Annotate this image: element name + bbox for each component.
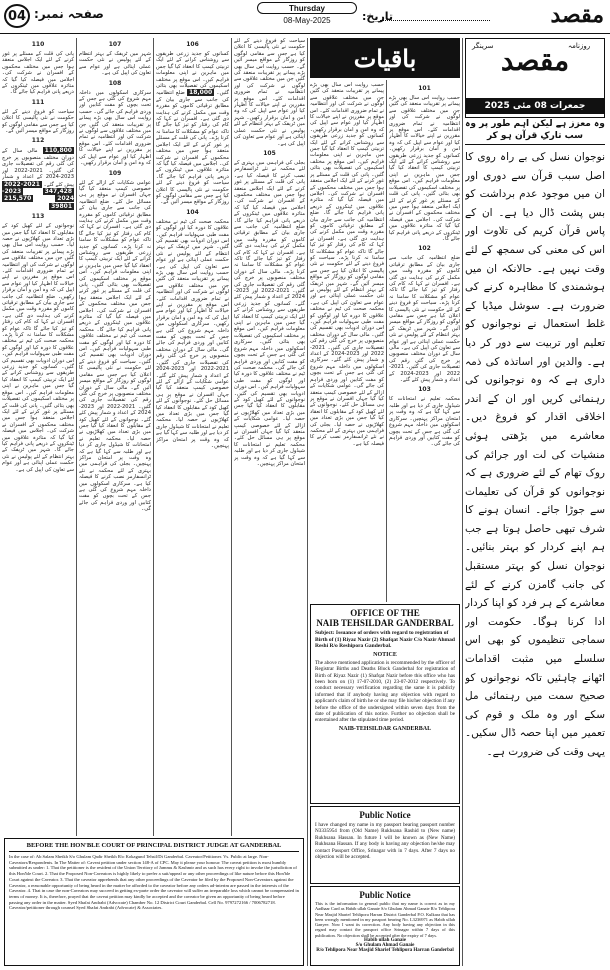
item-text: حسب روایت اس سال بھی بڑے پیمانے پر تقریبات منعقد کی گئیں جن میں مختلف علاقوں سے لوگوں نے شرکت کی اور انتظامیہ نے تمام ضروری اقدامات کئے۔ اس موقع پر مقررین نے اپنے خیالات کا اظہار کیا اور عوام سے اپیل کی کہ وہ امن و امان برقرار رکھیں۔ (389, 95, 460, 153)
notice-title: Public Notice (359, 890, 411, 900)
item-number: 101 (418, 85, 431, 92)
item-text: کسانوں کو جدید زرعی طریقوں سے روشناس کرانے کے لئے ایک تربیتی کیمپ کا انعقاد کیا گیا جس میں ماہرین نے اپنی معلومات فراہم کیں۔ اس موقع پر مختلف اسکیموں کی تفصیلات بھی بتائی گئیں۔ (310, 133, 384, 178)
item-text: نوجوانوں کے لئے کھیل کود کے مقابلوں کا انعقاد کیا گیا جس میں بڑی تعداد میں کھلاڑیوں نے حصہ لیا۔ (79, 416, 151, 442)
item-number: 106 (186, 41, 199, 48)
item-text: حسب روایت اس سال بھی بڑے پیمانے پر تقریبات منعقد کی گئیں جن میں مختلف علاقوں سے لوگوں نے شرکت کی اور انتظامیہ نے تمام ضروری اقدامات کئے۔ اس موقع پر مقررین نے اپنے خیالات کا اظہار کیا اور عوام سے اپیل کی کہ وہ امن و امان برقرار رکھیں۔ (2, 242, 74, 300)
item-text: حسب روایت اس سال بھی بڑے پیمانے پر تقریبات منعقد کی گئیں جن میں مختلف علاقوں سے لوگوں نے شرکت کی اور انتظامیہ نے تمام ضروری اقدامات کئے۔ اس موقع پر مقررین نے اپنے خیالات کا اظہار کیا اور عوام سے اپیل کی کہ وہ امن و امان برقرار رکھیں۔ (234, 63, 305, 121)
item-text: ضلع انتظامیہ کی جانب سے جاری بیان کے مطابق ترقیاتی کاموں کو مقررہ وقت میں مکمل کرنے کی ہدایت دی گئی ہے۔ افسران نے کہا کہ کام کی رفتار کو تیز کیا جائے گا تاکہ عوام کو مشکلات کا سامنا نہ کرنا پڑے۔ (79, 198, 151, 250)
item-number: 107 (108, 41, 122, 48)
item-text: ضلع انتظامیہ کی جانب سے جاری بیان کے مطابق ترقیاتی کاموں کو مقررہ وقت میں مکمل کرنے کی ہدایت دی گئی ہے۔ افسران نے کہا کہ کام کی رفتار کو تیز کیا جائے گا تاکہ عوام کو مشکلات کا سامنا نہ کرنا پڑے۔ (2, 293, 74, 339)
baqiyat-banner: باقیات (310, 38, 460, 78)
item-number: 104 (186, 208, 199, 216)
notice-office: NAIB TEHSILDAR GANDERBAL (316, 618, 454, 628)
court-caveat-notice (4, 838, 304, 966)
naib-tehsildar-notice (310, 604, 460, 804)
item-text: محکمہ صحت کی ٹیم نے مختلف علاقوں کا دورہ کیا اور لوگوں کو مفت طبی سہولیات فراہم کیں۔ اس دوران ادویات بھی تقسیم کی گئیں۔ (234, 364, 305, 397)
masthead-logo: مقصد (550, 2, 604, 28)
item-text: سرکاری اسکولوں میں داخلہ مہم شروع کی گئی ہے جس کے تحت بچوں کو مفت کتابیں اور وردی فراہم کی جائے گی۔ (156, 321, 229, 353)
item-text: مالی سال کے دوران مختلف منصوبوں پر خرچ کی گئی رقم کی تفصیلات جاری کی گئیں۔ 2021-2022 اور 2023-2024 کے اعداد و شمار پیش کئے گئے۔ (310, 331, 384, 364)
item-number: 113 (31, 213, 45, 221)
baqiyat-column-2 (389, 82, 460, 600)
page-number: 04 (4, 4, 30, 28)
item-text: کسانوں کو جدید زرعی طریقوں سے روشناس کرانے کے لئے ایک تربیتی کیمپ کا انعقاد کیا گیا جس میں ماہرین نے اپنی معلومات فراہم کیں۔ اس موقع پر مختلف اسکیموں کی تفصیلات بھی بتائی گئیں۔ (79, 243, 151, 288)
news-column-3 (156, 38, 229, 836)
item-text: سیاحت کو فروغ دینے کے لئے حکومت نے نئی پالیسی کا اعلان کیا ہے جس سے مقامی لوگوں کو روزگار کے مواقع میسر آئیں گے۔ (79, 358, 151, 391)
column-rule (231, 38, 232, 836)
item-text: مالی سال کے دوران مختلف منصوبوں پر خرچ کی گئی رقم کی تفصیلات جاری کی گئیں۔ 2021-2022 اور 2023-2024 کے اعداد و شمار پیش کئے گئے۔ (79, 384, 151, 423)
item-text: پانی کی قلت کے مسئلے پر غور کرنے کے لئے ایک اجلاس منعقد ہوا جس میں مختلف محکموں کے افسران نے شرکت کی۔ اجلاس میں فیصلہ کیا گیا کہ متاثرہ علاقوں میں ٹینکروں کے ذریعے پانی فراہم کیا جائے گا۔ (2, 402, 74, 454)
item-number: 105 (263, 149, 276, 157)
figure-year: 2021-2022 (4, 180, 40, 188)
public-notice-passport-correction (310, 886, 460, 966)
item-text: کسانوں کو جدید زرعی طریقوں سے روشناس کرانے کے لئے ایک تربیتی کیمپ کا انعقاد کیا گیا جس میں ماہرین نے اپنی معلومات فراہم کیں۔ اس موقع پر مختلف اسکیموں کی تفصیلات بھی بتائی گئیں۔ (234, 300, 305, 346)
notice-signature-parent: S/o Ghulam Ahmad Ganaie (355, 943, 415, 949)
item-text: سرکاری اسکولوں میں داخلہ مہم شروع کی گئی ہے جس کے تحت بچوں کو مفت کتابیں اور وردی فراہم کی جائے گی۔ (234, 339, 305, 371)
page-number-label: صفحہ نمبر: (34, 7, 104, 21)
item-text: سیاحت کو فروغ دینے کے لئے حکومت نے نئی پالیسی کا اعلان کیا ہے جس سے مقامی لوگوں کو روزگار کے مواقع میسر آئیں گے۔ (310, 254, 384, 287)
item-text: بجلی کی فراہمی میں بہتری کے لئے محکمہ نے نئے ٹرانسفارمر نصب کرنے کا فیصلہ کیا ہے۔ (310, 421, 384, 447)
item-text: نوجوانوں کے لئے کھیل کود کے مقابلوں کا انعقاد کیا گیا جس میں بڑی تعداد میں کھلاڑیوں نے حصہ لیا۔ (156, 398, 229, 424)
item-text: نوجوانوں کے لئے کھیل کود کے مقابلوں کا انعقاد کیا گیا جس میں بڑی تعداد میں کھلاڑیوں نے حصہ لیا۔ (234, 396, 305, 423)
item-number: 102 (418, 245, 431, 253)
item-text: حسب روایت اس سال بھی بڑے پیمانے پر تقریبات منعقد کی گئیں جن میں مختلف علاقوں سے لوگوں نے شرکت کی اور انتظامیہ نے تمام ضروری اقدامات کئے۔ اس موقع پر مقررین نے اپنے خیالات کا اظہار کیا اور عوام سے اپیل کی کہ وہ امن و امان برقرار رکھیں۔ (156, 270, 229, 328)
figure-value: 215,570 (4, 195, 32, 203)
public-notice-passport-name-change (310, 806, 460, 884)
notice-heading: NOTICE (373, 651, 397, 658)
item-text: ضلع انتظامیہ کی جانب سے جاری بیان کے مطابق ترقیاتی کاموں کو مقررہ وقت میں مکمل کرنے کی ہدایت دی گئی ہے۔ افسران نے کہا کہ کام کی رفتار کو تیز کیا جائے گا تاکہ عوام کو مشکلات کا سامنا نہ کرنا پڑے۔ (156, 90, 229, 142)
item-text: کسانوں کو جدید زرعی طریقوں سے روشناس کرانے کے لئے ایک تربیتی کیمپ کا انعقاد کیا گیا جس میں ماہرین نے اپنی معلومات فراہم کیں۔ اس موقع پر مختلف اسکیموں کی تفصیلات بھی بتائی گئیں۔ (156, 51, 229, 97)
item-text: سرکاری اسکولوں میں داخلہ مہم شروع کی گئی ہے جس کے تحت بچوں کو مفت کتابیں اور وردی فراہم کی جائے گی۔ (310, 357, 384, 390)
item-text: مالی سال کے دوران مختلف منصوبوں پر خرچ کی گئی رقم کی تفصیلات جاری کی گئیں۔ 2021-2022 اور 2023-2024 کے اعداد و شمار پیش کئے گئے۔ (234, 268, 305, 307)
court-title: BEFORE THE HON'BLE COURT OF PRINCIPAL DISTRICT JUDGE AT GANDERBAL (9, 842, 299, 852)
item-text: سرکاری اسکولوں میں داخلہ مہم شروع کی گئی ہے جس کے تحت بچوں کو مفت کتابیں اور وردی فراہم کی جائے گی۔ (79, 89, 151, 115)
item-text: محکمہ تعلیم نے امتحانات کا شیڈول جاری کر دیا ہے اور طلبہ سے کہا گیا ہے کہ وہ وقت پر امتحان مراکز پہنچیں۔ (156, 417, 229, 449)
item-text: پانی کی قلت کے مسئلے پر غور کرنے کے لئے ایک اجلاس منعقد ہوا جس میں مختلف محکموں کے افسران نے شرکت کی۔ اجلاس میں فیصلہ کیا گیا کہ متاثرہ علاقوں میں ٹینکروں کے ذریعے پانی فراہم کیا جائے گا۔ (2, 51, 74, 96)
item-text: سرکاری اسکولوں میں داخلہ مہم شروع کی گئی ہے جس کے تحت بچوں کو مفت کتابیں اور وردی فراہم کی جائے گی۔ (79, 480, 151, 513)
notice-body: The above mentioned application is recommended by the officer of Registrar Births and Deaths Block Ganderbal for registration of Birth of Riyaz Nazir (1) Shafqat Nazir before this office who has been born on (1) 17-07-2010, (2) 23-07-2012 respectively. To conduct necessary verification regarding the same it is publicly informed that if anybody having any objection with regard to applicant's claim of birth he or she may file his/her objection if any before the office of the undersigned within seven days from the date of publication of this notice. Further no objection shall be entertained after the stipulated time period. (315, 659, 455, 724)
news-column-1 (2, 38, 74, 836)
item-text: عوامی شکایات کے ازالے کے لئے خصوصی کیمپ منعقد کیا گیا جہاں افسران نے موقع پر ہی مسائل حل کئے۔ (234, 416, 305, 442)
item-text: حسب روایت اس سال بھی بڑے پیمانے پر تقریبات منعقد کی گئیں جن میں مختلف علاقوں سے لوگوں نے شرکت کی اور انتظامیہ نے تمام ضروری اقدامات کئے۔ اس موقع پر مقررین نے اپنے خیالات کا اظہار کیا اور عوام سے اپیل کی کہ وہ امن و امان برقرار رکھیں۔ (79, 108, 151, 167)
news-column-2 (79, 38, 151, 836)
item-text: محکمہ تعلیم نے امتحانات کا شیڈول جاری کر دیا ہے اور طلبہ سے کہا گیا ہے کہ وہ وقت پر امتحان مراکز پہنچیں۔ (79, 435, 151, 468)
notice-signature: NAIB-TEHSILDAR GANDERBAL (338, 725, 432, 732)
item-text: ضلع انتظامیہ کی جانب سے جاری بیان کے مطابق ترقیاتی کاموں کو مقررہ وقت میں مکمل کرنے کی ہدایت دی گئی ہے۔ افسران نے کہا کہ کام کی رفتار کو تیز کیا جائے گا تاکہ عوام کو مشکلات کا سامنا نہ کرنا پڑے۔ (234, 223, 305, 275)
item-text: شہر میں ٹریفک کے بہتر انتظام کے لئے پولیس نے نئی حکمت عملی اپنائی ہے اور عوام سے تعاون کی اپیل کی ہے۔ (156, 244, 229, 270)
notice-title: OFFICE OF THE (350, 608, 420, 618)
item-number: 103 (418, 386, 431, 394)
editorial-city: سرینگر (472, 42, 494, 50)
date-dotted-line (380, 20, 490, 21)
editorial-headline: وہ معزز ہے لیکن اہم طور پر وہ سب تارکِ قرآن ہو کر (465, 118, 605, 145)
item-text: شہر میں ٹریفک کے بہتر انتظام کے لئے پولیس نے نئی حکمت عملی اپنائی ہے اور عوام سے تعاون کی اپیل کی ہے۔ (79, 51, 151, 77)
item-text: سیاحت کو فروغ دینے کے لئے حکومت نے نئی پالیسی کا اعلان کیا ہے جس سے مقامی لوگوں کو روزگار کے مواقع میسر آئیں گے۔ (389, 300, 460, 332)
day-label: Thursday (257, 2, 357, 14)
news-column-4 (234, 38, 305, 836)
item-text: شہر میں ٹریفک کے بہتر انتظام کے لئے پولیس نے نئی حکمت عملی اپنائی ہے اور عوام سے تعاون کی اپیل کی ہے۔ (2, 447, 74, 473)
item-text: سیاحت کو فروغ دینے کے لئے حکومت نے نئی پالیسی کا اعلان کیا ہے جس سے مقامی لوگوں کو روزگار کے مواقع میسر آئیں گے۔ (156, 180, 229, 206)
item-number: 108 (108, 79, 122, 87)
item-text: پانی کی قلت کے مسئلے پر غور کرنے کے لئے ایک اجلاس منعقد ہوا جس میں مختلف محکموں کے افسران نے شرکت کی۔ اجلاس میں فیصلہ کیا گیا کہ متاثرہ علاقوں میں ٹینکروں کے ذریعے پانی فراہم کیا جائے گا۔ (389, 191, 460, 242)
editorial-body: نوجوان نسل کی بے راہ روی کا اصل سبب قرآن سے دوری اور ان میں موجود عدم برداشت کو بس پشت ڈال دیا ہے۔ ان کے پاس قرآن کریم کی تلاوت اور اس کی معنی کی سمجھ کے لئے وقت نہیں ہے۔ حالانکہ ان میں ہوشمندی کا مظاہرہ کرنے کی ضرورت ہے۔ سوشل میڈیا کے غلط استعمال نے نوجوانوں کو تعلیم اور تربیت سے دور کر دیا ہے۔ والدین اور اساتذہ کی ذمہ داری ہے کہ وہ نوجوانوں کی رہنمائی کریں اور ان کے اندر اخلاقی اقدار کو فروغ دیں۔ معاشرے میں بڑھتی ہوئی منشیات کی لت اور جرائم کی روک تھام کے لئے ضروری ہے کہ نوجوانوں کو قرآن کی تعلیمات سے جوڑا جائے۔ انسان ہونے کا شرف تبھی حاصل ہوتا ہے جب ہم اپنے کردار کو بہتر بنائیں۔ نوجوان نسل کو بہتر مستقبل کی جانب گامزن کرنے کے لئے معاشرے کے ہر فرد کو اپنا کردار ادا کرنا ہوگا۔ حکومت اور سماجی تنظیموں کو بھی اس سلسلے میں مثبت اقدامات اٹھانے چاہئیں تاکہ نوجوانوں کو صحیح سمت میں رہنمائی مل سکے اور وہ ملک و قوم کی تعمیر میں اپنا حصہ ڈال سکیں۔ یہی وقت کی ضرورت ہے۔ (465, 151, 605, 758)
figure-value: 110,800 (44, 147, 72, 155)
item-text: حسب روایت اس سال بھی بڑے پیمانے پر تقریبات منعقد کی گئیں جن میں مختلف علاقوں سے لوگوں نے شرکت کی اور انتظامیہ نے تمام ضروری اقدامات کئے۔ اس موقع پر مقررین نے اپنے خیالات کا اظہار کیا اور عوام سے اپیل کی کہ وہ امن و امان برقرار رکھیں۔ (310, 82, 384, 133)
item-text: پانی کی قلت کے مسئلے پر غور کرنے کے لئے ایک اجلاس منعقد ہوا جس میں مختلف محکموں کے افسران نے شرکت کی۔ اجلاس میں فیصلہ کیا گیا کہ متاثرہ علاقوں میں ٹینکروں کے ذریعے پانی فراہم کیا جائے گا۔ (310, 171, 384, 217)
item-text: شہر میں ٹریفک کے بہتر انتظام کے لئے پولیس نے نئی حکمت عملی اپنائی ہے اور عوام سے تعاون کی اپیل کی ہے۔ (234, 114, 305, 147)
notice-body: This is the information to general public that my name is correct as in my Aadhaar Card as Habib ullah Ganaie S/o Ghulam Ahmad Ganaie R/o Tehlipora Near Masjid Sharief Tehlipora Harran District Ganderbal P.O. Kulkara that has been wrongly mentioned in my passport bearing No. L3236971 as Habib ullah Ganyee. Now I want its correction. Any body having any objection in this regard may contact the passport office Srinagar within 7 days of this publication. No objection shall be accepted after the expiry of 7 days. (315, 901, 455, 938)
item-text: سیاحت کو فروغ دینے کے لئے حکومت نے نئی پالیسی کا اعلان کیا ہے جس سے مقامی لوگوں کو روزگار کے مواقع میسر آئیں گے۔ (234, 38, 305, 70)
column-rule (153, 38, 154, 836)
editorial-date: جمعرات 08 مئی 2025 (466, 98, 604, 114)
column-rule (307, 38, 308, 966)
column-rule (76, 38, 77, 836)
figure-year: 2023-2024 (2, 187, 74, 203)
item-number: 112 (31, 137, 45, 145)
item-text: شہر میں ٹریفک کے بہتر انتظام کے لئے پولیس نے نئی حکمت عملی اپنائی ہے اور عوام سے تعاون کی اپیل کی ہے۔ (310, 280, 384, 306)
item-number: 111 (31, 98, 45, 106)
notice-subject: Subject: Issuance of orders with regard to registration of Birth of (1) Riyaz Nazir (2) Shafqat Nazir C/o Nazir Ahmad Reshi R/o Reshipora Ganderbal. (315, 630, 455, 650)
notice-signature-name: Habib ullah Ganaie (364, 938, 406, 944)
tareekh-label: تاریخ: (362, 10, 394, 23)
item-number: 110 (31, 41, 45, 48)
baqiyat-column-1 (310, 82, 384, 600)
item-text: پانی کی قلت کے مسئلے پر غور کرنے کے لئے ایک اجلاس منعقد ہوا جس میں مختلف محکموں کے افسران نے شرکت کی۔ اجلاس میں فیصلہ کیا گیا کہ متاثرہ علاقوں میں ٹینکروں کے ذریعے پانی فراہم کیا جائے گا۔ (234, 179, 305, 224)
item-text: ضلع انتظامیہ کی جانب سے جاری بیان کے مطابق ترقیاتی کاموں کو مقررہ وقت میں مکمل کرنے کی ہدایت دی گئی ہے۔ افسران نے کہا کہ کام کی رفتار کو تیز کیا جائے گا تاکہ عوام کو مشکلات کا سامنا نہ کرنا پڑے۔ (389, 255, 460, 307)
item-text: شہر میں ٹریفک کے بہتر انتظام کے لئے پولیس نے نئی حکمت عملی اپنائی ہے اور عوام سے تعاون کی اپیل کی ہے۔ (389, 325, 460, 352)
item-text: پانی کی قلت کے مسئلے پر غور کرنے کے لئے ایک اجلاس منعقد ہوا جس میں مختلف محکموں کے افسران نے شرکت کی۔ اجلاس میں فیصلہ کیا گیا کہ متاثرہ علاقوں میں ٹینکروں کے ذریعے پانی فراہم کیا جائے گا۔ (79, 282, 151, 333)
notice-title: Public Notice (359, 810, 411, 820)
item-text: نوجوانوں کے لئے کھیل کود کے مقابلوں کا انعقاد کیا گیا جس میں بڑی تعداد میں کھلاڑیوں نے حصہ لیا۔ (2, 223, 74, 249)
editorial-roznama: روزنامہ (568, 42, 591, 50)
item-text: محکمہ صحت کی ٹیم نے مختلف علاقوں کا دورہ کیا اور لوگوں کو مفت طبی سہولیات فراہم کیں۔ اس دوران ادویات بھی تقسیم کی گئیں۔ (2, 338, 74, 371)
notice-body: I have changed my name in my passport bearing passport number N3335954 from (Old Name) Rukhsana Rashid to (New name) Rukhsana Hassan. In future I will be known as (New Name) Rukhsana Hassan. If any body is having any objection he/she may contact Passport Office, Srinagar with in 7 days. After 7 days no objection will be accepted. (315, 822, 455, 861)
figure-value: 39801 (51, 202, 72, 210)
item-number: 109 (108, 169, 122, 177)
item-text: محکمہ تعلیم نے امتحانات کا شیڈول جاری کر دیا ہے اور طلبہ سے کہا گیا ہے کہ وہ وقت پر امتحان مراکز پہنچیں۔ (389, 396, 460, 422)
item-text: محکمہ صحت کی ٹیم نے مختلف علاقوں کا دورہ کیا اور لوگوں کو مفت طبی سہولیات فراہم کیں۔ اس دوران ادویات بھی تقسیم کی گئیں۔ (79, 326, 151, 365)
item-text: ضلع انتظامیہ کی جانب سے جاری بیان کے مطابق ترقیاتی کاموں کو مقررہ وقت میں مکمل کرنے کی ہدایت دی گئی ہے۔ افسران نے کہا کہ کام کی رفتار کو تیز کیا جائے گا تاکہ عوام کو مشکلات کا سامنا نہ کرنا پڑے۔ (310, 210, 384, 261)
editorial-masthead-title: مقصد (500, 44, 570, 77)
item-text: پانی کی قلت کے مسئلے پر غور کرنے کے لئے ایک اجلاس منعقد ہوا جس میں مختلف محکموں کے افسران نے شرکت کی۔ اجلاس میں فیصلہ کیا گیا کہ متاثرہ علاقوں میں ٹینکروں کے ذریعے پانی فراہم کیا جائے گا۔ (156, 135, 229, 180)
item-text: عوامی شکایات کے ازالے کے لئے خصوصی کیمپ منعقد کیا گیا جہاں افسران نے موقع پر ہی مسائل حل کئے۔ (310, 383, 384, 409)
column-rule (386, 80, 387, 602)
item-text: مالی سال کے دوران مختلف منصوبوں پر خرچ کی گئی رقم کی تفصیلات جاری کی گئیں۔ 2021-2022 اور 2023-2024 کے اعداد و شمار پیش کئے گئے۔ (156, 346, 229, 379)
item-text: محکمہ صحت کی ٹیم نے مختلف علاقوں کا دورہ کیا اور لوگوں کو مفت طبی سہولیات فراہم کیں۔ اس دوران ادویات بھی تقسیم کی گئیں۔ (156, 218, 229, 251)
figure-value: 347,428 (44, 187, 72, 195)
item-text: کسانوں کو جدید زرعی طریقوں سے روشناس کرانے کے لئے ایک تربیتی کیمپ کا انعقاد کیا گیا جس میں ماہرین نے اپنی معلومات فراہم کیں۔ اس موقع پر مختلف اسکیموں کی تفصیلات بھی بتائی گئیں۔ (2, 364, 74, 409)
item-text: محکمہ تعلیم نے امتحانات کا شیڈول جاری کر دیا ہے اور طلبہ سے کہا گیا ہے کہ وہ وقت پر امتحان مراکز پہنچیں۔ (234, 441, 305, 467)
court-body: In the case of: Ab Salam Sheikh S/o Ghulam Qadir Sheikh R/o Kokagund Tehsil/Dt Ganderbal. Caveator/Petitioner. Vs. Public at large. Non-Caveators/Respondents. In The Matter of: Caveat petition under section 148-A of CPC. May it please your honour: The caveat petition is most humbly submitted as under: 1. That the petitioner is the resident of the Union Territory of Jammu & Kashmir and as such has every right to invoke the jurisdiction of this Hon'ble Court. 2. That the Proposed Non-Caveators is highly likely to prefer a suit/appeal or any other proceedings of like nature before this Hon'ble Court against the Caveator. 3. That the caveator apprehends that any other proceedings of the Caveator be filed by the Proposed Non-Caveators against the Caveator, a reasonable opportunity of being heard in the matter be afforded to the caveator before any orders ad-interim are passed in the interests of the Caveator. 4. That in case the non-Caveators may succeed in getting ex-parte order the caveator will suffer an irreparable loss which cannot be compensated in terms of money. It is, therefore, prayed that the caveat petition may kindly be accepted and the caveator be given an opportunity of being heard before passing any order in the matter. Syed Shafat Andrabi (Advocate) Chamber No. 12 District Court Ganderbal. Cell No. 9797272166 / 7006782718. Caveator/petitioner through counsel Syed Shafat Andrabi (Advocate) & Associates. (9, 854, 299, 911)
figure-value: 18,000 (189, 89, 213, 97)
item-text: بجلی کی فراہمی میں بہتری کے لئے محکمہ نے نئے ٹرانسفارمر نصب کرنے کا فیصلہ کیا ہے۔ (234, 159, 305, 179)
item-text: عوامی شکایات کے ازالے کے لئے خصوصی کیمپ منعقد کیا گیا جہاں افسران نے موقع پر ہی مسائل حل کئے۔ (156, 378, 229, 405)
item-text: مالی سال کے دوران مختلف منصوبوں پر خرچ کی گئی رقم کی تفصیلات جاری کی گئیں۔ 2021-2022 اور 2023-2024 کے اعداد و شمار پیش کئے گئے۔ (389, 345, 460, 384)
item-text: سیاحت کو فروغ دینے کے لئے حکومت نے نئی پالیسی کا اعلان کیا ہے جس سے مقامی لوگوں کو روزگار کے مواقع میسر آئیں گے۔ (2, 108, 74, 135)
item-text: کسانوں کو جدید زرعی طریقوں سے روشناس کرانے کے لئے ایک تربیتی کیمپ کا انعقاد کیا گیا جس میں ماہرین نے اپنی معلومات فراہم کیں۔ اس موقع پر مختلف اسکیموں کی تفصیلات بھی بتائی گئیں۔ (389, 152, 460, 198)
item-text: بجلی کی فراہمی میں بہتری کے لئے محکمہ نے نئے ٹرانسفارمر نصب کرنے کا فیصلہ کیا ہے۔ (79, 461, 151, 487)
item-text: مالی سال کے دوران مختلف منصوبوں پر خرچ کی گئی رقم کی تفصیلات جاری کی گئیں۔ 2021-2022 اور 2023-2024 کے اعداد و شمار پیش کئے گئے۔ (2, 148, 74, 188)
item-text: نوجوانوں کے لئے کھیل کود کے مقابلوں کا انعقاد کیا گیا جس میں بڑی تعداد میں کھلاڑیوں نے حصہ لیا۔ (310, 402, 384, 428)
item-text: محکمہ صحت کی ٹیم نے مختلف علاقوں کا دورہ کیا اور لوگوں کو مفت طبی سہولیات فراہم کیں۔ اس دوران ادویات بھی تقسیم کی گئیں۔ (310, 306, 384, 338)
item-text: سرکاری اسکولوں میں داخلہ مہم شروع کی گئی ہے جس کے تحت بچوں کو مفت کتابیں اور وردی فراہم کی جائے گی۔ (389, 415, 460, 448)
item-text: عوامی شکایات کے ازالے کے لئے خصوصی کیمپ منعقد کیا گیا جہاں افسران نے موقع پر ہی مسائل حل کئے۔ (79, 179, 151, 205)
column-rule (462, 38, 463, 966)
notice-signature-address: R/o Tehlipora Near Masjid Sharief Tehlipora Harran Ganderbal (316, 948, 454, 954)
date-label: 08-May-2025 (283, 16, 331, 25)
